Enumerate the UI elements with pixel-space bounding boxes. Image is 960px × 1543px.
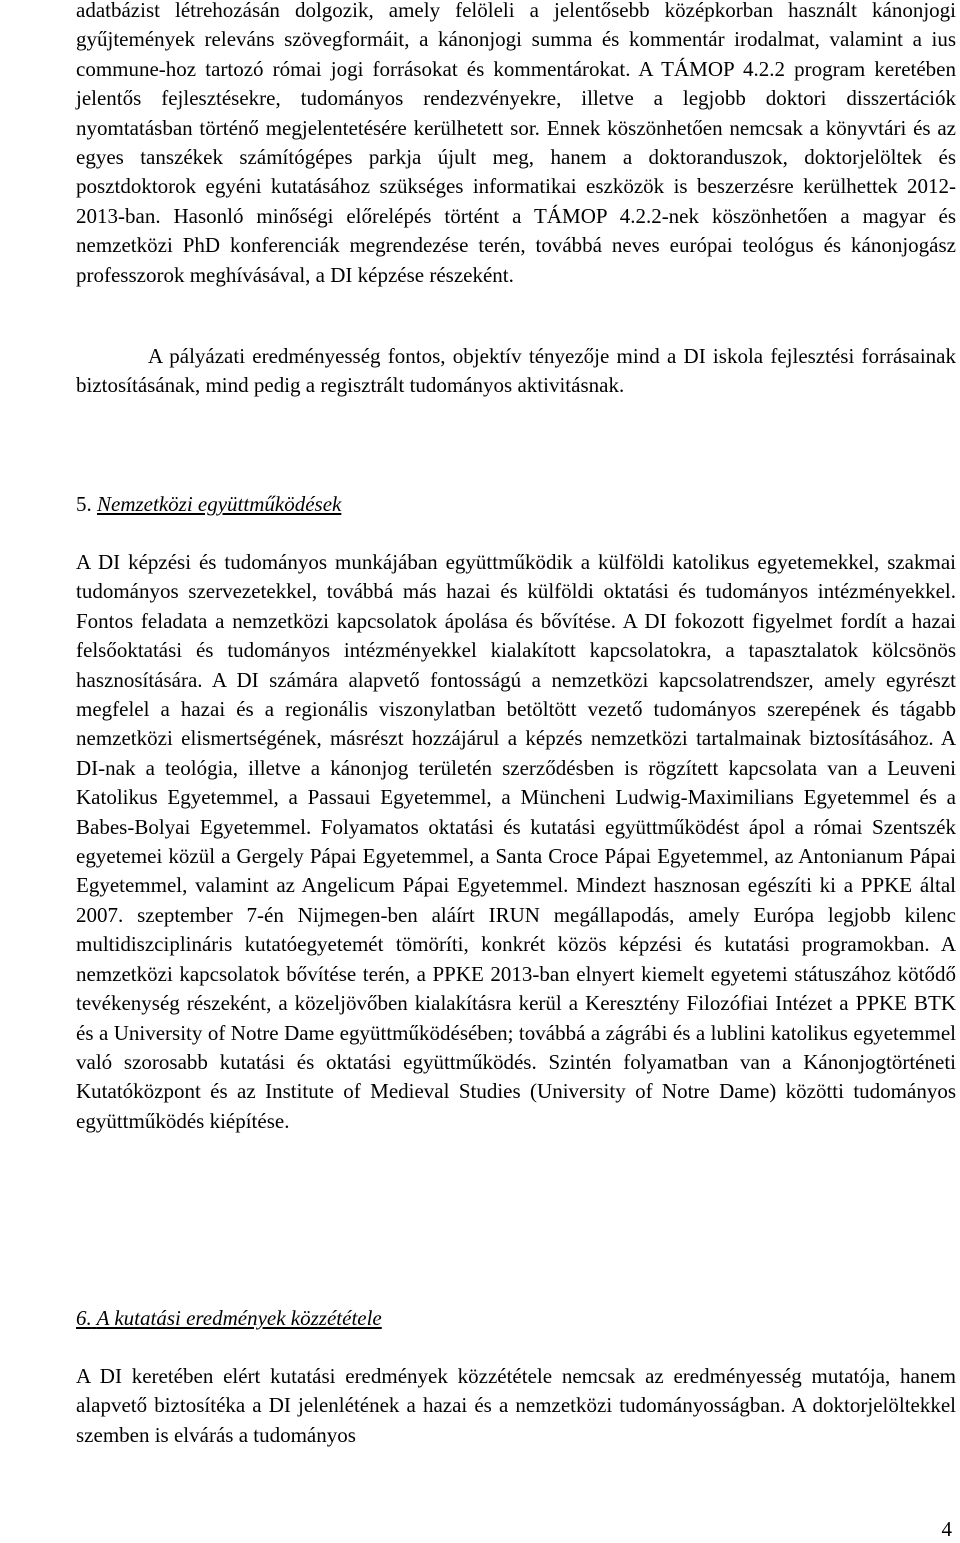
section-number: 5. xyxy=(76,492,92,516)
section-heading-research-publication xyxy=(76,1304,382,1333)
paragraph-grant-success: A pályázati eredményesség fontos, objektív tényezője mind a DI iskola fejlesztési forrásainak biztosításának, mind pedig a regisztrált tudományos aktivitásnak. xyxy=(76,344,956,398)
paragraph-databases-tamop: adatbázist létrehozásán dolgozik, amely felöleli a jelentősebb középkorban használt kánonjogi gyűjtemények releváns szövegformáit, a kánonjogi summa és kommentár irodalmat, valamint a ius commune-hoz tartozó római jogi forrásokat és kommentárokat. A TÁMOP 4.2.2 program keretében jelentős fejlesztésekre, tudományos rendezvényekre, illetve a legjobb doktori disszertációk nyomtatásban történő megjelentetésére kerülhetett sor. Ennek köszönhetően nemcsak a könyvtári és az egyes tanszékek számítógépes parkja újult meg, hanem a doktoranduszok, doktorjelöltek és posztdoktorok egyéni kutatásához szükséges informatikai eszközök is beszerzésre kerülhettek 2012-2013-ban. Hasonló minőségi előrelépés történt a TÁMOP 4.2.2-nek köszönhetően a magyar és nemzetközi PhD konferenciák megrendezése terén, továbbá neves európai teológus és kánonjogász professzorok meghívásával, a DI képzése részeként. xyxy=(76,0,956,287)
page-number: 4 xyxy=(941,1517,952,1541)
section-heading-international-cooperation xyxy=(76,490,341,519)
section-number: 6. xyxy=(76,1306,92,1330)
section-heading-text xyxy=(76,1306,382,1330)
section-title: Nemzetközi együttműködések xyxy=(97,492,342,516)
section-title: A kutatási eredmények közzététele xyxy=(96,1306,382,1330)
paragraph-international-cooperation: A DI képzési és tudományos munkájában együttműködik a külföldi katolikus egyetemekkel, szakmai tudományos szervezetekkel, továbbá más hazai és külföldi oktatási és tudományos intézményekkel. Fontos feladata a nemzetközi kapcsolatok ápolása és bővítése. A DI fokozott figyelmet fordít a hazai felsőoktatási és tudományos intézményekkel kialakított kapcsolatokra, a tapasztalatok kölcsönös hasznosítására. A DI számára alapvető fontosságú a nemzetközi kapcsolatrendszer, amely egyrészt megfelel a hazai és a regionális viszonylatban betöltött vezető tudományos szerepének és tágabb nemzetközi elismertségének, másrészt hozzájárul a képzés nemzetközi tartalmainak biztosításához. A DI-nak a teológia, illetve a kánonjog területén szerződésben is rögzített kapcsolata van a Leuveni Katolikus Egyetemmel, a Passaui Egyetemmel, a Müncheni Ludwig-Maximilians Egyetemmel és a Babes-Bolyai Egyetemmel. Folyamatos oktatási és kutatási együttműködést ápol a római Szentszék egyetemei közül a Gergely Pápai Egyetemmel, a Santa Croce Pápai Egyetemmel, az Antonianum Pápai Egyetemmel, valamint az Angelicum Pápai Egyetemmel. Mindezt hasznosan egészíti ki a PPKE által 2007. szeptember 7-én Nijmegen-ben aláírt IRUN megállapodás, amely Európa legjobb kilenc multidiszciplináris kutatóegyetemét tömöríti, konkrét közös képzési és kutatási programokban. A nemzetközi kapcsolatok bővítése terén, a PPKE 2013-ban elnyert kiemelt egyetemi státuszához kötődő tevékenység részeként, a közeljövőben kialakításra kerül a Keresztény Filozófiai Intézet a PPKE BTK és a University of Notre Dame együttműködésében; továbbá a zágrábi és a lublini katolikus egyetemmel való szorosabb kutatási és oktatási együttműködés. Szintén folyamatban van a Kánonjogtörténeti Kutatóközpont és az Institute of Medieval Studies (University of Notre Dame) közötti tudományos együttműködés kiépítése. xyxy=(76,550,956,1133)
paragraph-research-publication: A DI keretében elért kutatási eredmények közzététele nemcsak az eredményesség mutatója, hanem alapvető biztosítéka a DI jelenlétének a hazai és a nemzetközi tudományosságban. A doktorjelöltekkel szemben is elvárás a tudományos xyxy=(76,1364,956,1447)
